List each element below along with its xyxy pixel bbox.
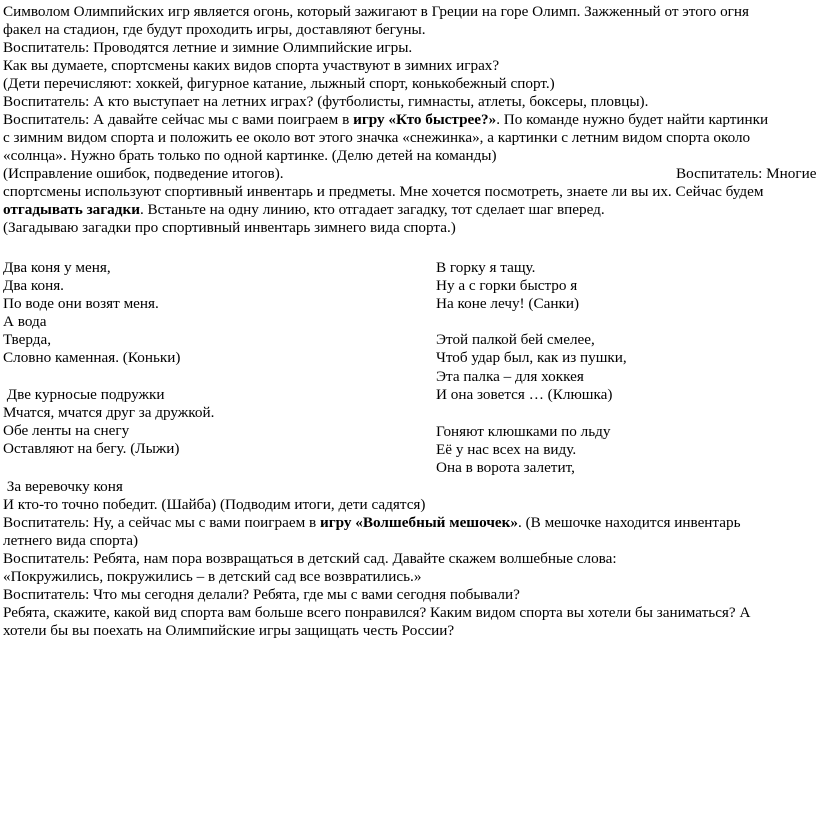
- game1-line-3: «солнца». Нужно брать только по одной картинке. (Делю детей на команды): [3, 147, 497, 164]
- riddle-left-2-line: Обе ленты на снегу: [3, 422, 130, 439]
- riddle-left-2-line: Две курносые подружки: [3, 386, 165, 403]
- game2-post: . (В мешочке находится инвентарь: [517, 514, 741, 531]
- riddle-left-2-line: Мчатся, мчатся друг за дружкой.: [3, 404, 215, 421]
- riddle-right-2-line: И она зовется … (Клюшка): [436, 386, 613, 403]
- riddles-bold: отгадывать загадки: [3, 201, 140, 218]
- riddle-left-1-line: Словно каменная. (Коньки): [3, 349, 181, 366]
- riddle-left-1-line: Два коня.: [3, 277, 64, 294]
- riddle-right-3-line: Она в ворота залетит,: [436, 459, 575, 476]
- game1-line-4-left: (Исправление ошибок, подведение итогов).: [3, 165, 284, 182]
- riddle-left-1-line: Тверда,: [3, 331, 52, 348]
- riddle-right-1-line: На коне лечу! (Санки): [436, 295, 580, 312]
- game1-post: . По команде нужно будет найти картинки: [496, 111, 769, 128]
- intro-line-6: Воспитатель: А кто выступает на летних играх? (футболисты, гимнасты, атлеты, боксеры, пловцы).: [3, 93, 649, 110]
- riddle-right-2-line: Этой палкой бей смелее,: [436, 331, 595, 348]
- outro-line-2: «Покружились, покружились – в детский сад все возвратились.»: [3, 568, 422, 585]
- intro-line-3: Воспитатель: Проводятся летние и зимние Олимпийские игры.: [3, 39, 413, 56]
- game2-line-2: летнего вида спорта): [3, 532, 139, 549]
- game2-pre: Воспитатель: Ну, а сейчас мы с вами поиграем в: [3, 514, 320, 531]
- game1-line-6: [3, 201, 605, 220]
- game1-line-6-rest: . Встаньте на одну линию, кто отгадает загадку, тот сделает шаг вперед.: [139, 201, 605, 218]
- riddle-right-1-line: В горку я тащу.: [436, 259, 536, 276]
- riddle-left-2-line: Оставляют на бегу. (Лыжи): [3, 440, 180, 457]
- intro-line-2: факел на стадион, где будут проходить игры, доставляют бегуны.: [3, 21, 426, 38]
- game2-title: игру «Волшебный мешочек»: [319, 514, 518, 531]
- game1-line-2: с зимним видом спорта и положить ее около вот этого значка «снежинка», а картинки с летним видом спорта около: [3, 129, 751, 146]
- game1-line-7: (Загадываю загадки про спортивный инвентарь зимнего вида спорта.): [3, 219, 456, 236]
- intro-line-5: (Дети перечисляют: хоккей, фигурное катание, лыжный спорт, конькобежный спорт.): [3, 75, 555, 92]
- outro-line-5: хотели бы вы поехать на Олимпийские игры защищать честь России?: [3, 622, 455, 639]
- riddle-right-2-line: Эта палка – для хоккея: [436, 368, 584, 385]
- riddle-left-1-line: Два коня у меня,: [3, 259, 111, 276]
- riddle-left-3-line: За веревочку коня: [3, 478, 123, 495]
- outro-line-3: Воспитатель: Что мы сегодня делали? Ребята, где мы с вами сегодня побывали?: [3, 586, 520, 603]
- riddle-right-3-line: Её у нас всех на виду.: [436, 441, 577, 458]
- outro-line-1: Воспитатель: Ребята, нам пора возвращаться в детский сад. Давайте скажем волшебные слова:: [3, 550, 617, 567]
- riddle-left-1-line: А вода: [3, 313, 47, 330]
- game1-line-1: [3, 111, 768, 130]
- riddle-left-3-line: И кто-то точно победит. (Шайба) (Подводим итоги, дети садятся): [3, 496, 426, 513]
- intro-line-4: Как вы думаете, спортсмены каких видов спорта участвуют в зимних играх?: [3, 57, 500, 74]
- riddle-left-1-line: По воде они возят меня.: [3, 295, 159, 312]
- game1-title: игру «Кто быстрее?»: [353, 111, 497, 128]
- intro-line-1: Символом Олимпийских игр является огонь, который зажигают в Греции на горе Олимп. Зажженный от этого огня: [3, 3, 750, 20]
- outro-line-4: Ребята, скажите, какой вид спорта вам больше всего понравился? Каким видом спорта вы хотели бы заниматься? А: [3, 604, 751, 621]
- riddle-right-1-line: Ну а с горки быстро я: [436, 277, 578, 294]
- game1-line-4-right: Воспитатель: Многие: [676, 165, 816, 182]
- game1-pre: Воспитатель: А давайте сейчас мы с вами поиграем в: [3, 111, 354, 128]
- game2-line-1: [3, 514, 741, 533]
- riddle-right-3-line: Гоняют клюшками по льду: [436, 423, 611, 440]
- riddle-right-2-line: Чтоб удар был, как из пушки,: [436, 349, 627, 366]
- game1-line-5: спортсмены используют спортивный инвентарь и предметы. Мне хочется посмотреть, знаете ли вы их. Сейчас будем: [3, 183, 764, 200]
